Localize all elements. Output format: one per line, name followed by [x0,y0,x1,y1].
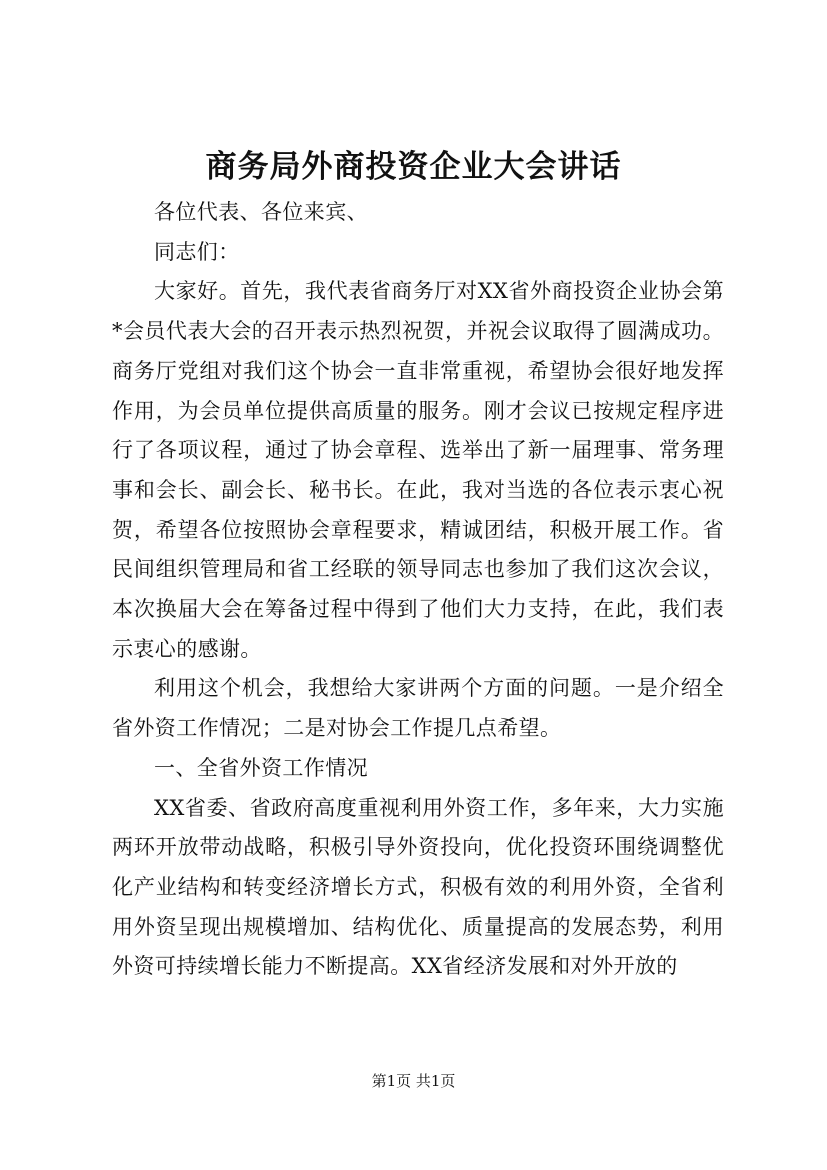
paragraph-opening: 大家好。首先，我代表省商务厅对XX省外商投资企业协会第*会员代表大会的召开表示热烈祝贺，并祝会议取得了圆满成功。商务厅党组对我们这个协会一直非常重视，希望协会很好地发挥作用，为会员单位提供高质量的服务。刚才会议已按规定程序进行了各项议程，通过了协会章程、选举出了新一届理事、常务理事和会长、副会长、秘书长。在此，我对当选的各位表示衷心祝贺，希望各位按照协会章程要求，精诚团结，积极开展工作。省民间组织管理局和省工经联的领导同志也参加了我们这次会议，本次换届大会在筹备过程中得到了他们大力支持，在此，我们表示衷心的感谢。 [112,279,724,661]
section-heading-1: 一、全省外资工作情况 [154,755,368,780]
document-body [112,193,724,987]
paragraph-topics: 利用这个机会，我想给大家讲两个方面的问题。一是介绍全省外资工作情况；二是对协会工作提几点希望。 [112,676,724,741]
salutation-line-2: 同志们： [154,239,240,264]
salutation-line-1: 各位代表、各位来宾、 [154,200,368,224]
page-footer: 第1页 共1页 [371,1072,456,1090]
paragraph-section-1: XX省委、省政府高度重视利用外资工作，多年来，大力实施两环开放带动战略，积极引导外资投向，优化投资环围绕调整优化产业结构和转变经济增长方式，积极有效的利用外资，全省利用外资呈现出规模增加、结构优化、质量提高的发展态势，利用外资可持续增长能力不断提高。XX省经济发展和对外开放的 [112,795,724,979]
document-title: 商务局外商投资企业大会讲话 [205,149,622,185]
